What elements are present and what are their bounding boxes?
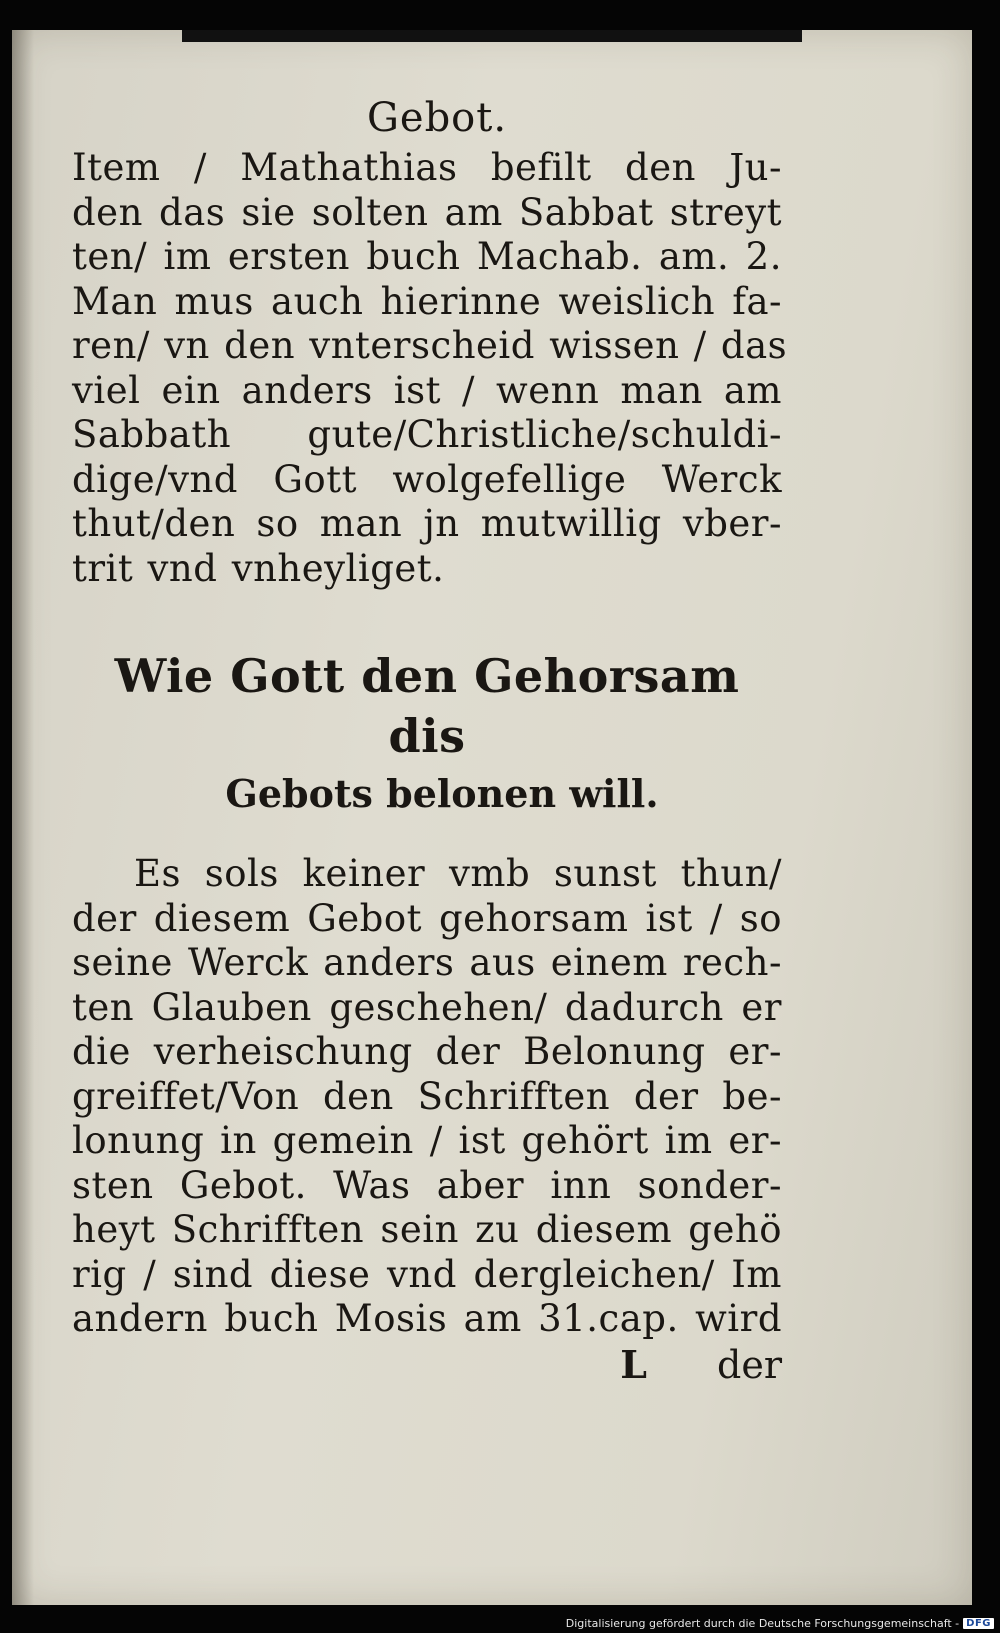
text-line: die verheischung der Belonung er- [72, 1030, 782, 1073]
text-line: dige/vnd Gott wolgefellige Werck [72, 457, 782, 501]
page-foot [72, 1342, 782, 1388]
paragraph-body [72, 852, 782, 1342]
text-line: andern buch Mosis am 31.cap. wird [72, 1297, 782, 1340]
text-line: lonung in gemein / ist gehört im er- [72, 1119, 782, 1162]
text-line: Man mus auch hierinne weislich fa- [72, 279, 782, 323]
text-line: Sabbath gute/Christliche/schuldi- [72, 413, 782, 456]
text-line: seine Werck anders aus einem rech- [72, 941, 782, 984]
section-heading-line-2: Gebots belonen will. [225, 771, 659, 816]
page-text-block [72, 90, 788, 1388]
text-line: sten Gebot. Was aber inn sonder- [72, 1163, 782, 1207]
text-line: Item / Mathathias befilt den Ju- [72, 146, 782, 189]
text-line: Es sols keiner vmb sunst thun/ [134, 852, 782, 895]
section-heading [72, 646, 782, 822]
page-gutter-shadow [12, 30, 34, 1605]
text-line: heyt Schrifften sein zu diesem gehö [72, 1208, 782, 1251]
book-page [12, 30, 972, 1605]
digitization-credit-text: Digitalisierung gefördert durch die Deutsche Forschungsgemeinschaft - [565, 1617, 960, 1630]
section-heading-line-1: Wie Gott den Gehorsam dis [114, 649, 740, 763]
text-line: ten/ im ersten buch Machab. am. 2. [72, 235, 782, 278]
text-line: trit vnd vnheyliget. [72, 546, 445, 590]
text-line: den das sie solten am Sabbat streyt [72, 190, 782, 234]
text-line: ren/ vn den vnterscheid wissen / das [72, 324, 788, 367]
dfg-logo: DFG [963, 1618, 994, 1629]
text-line: ten Glauben geschehen/ dadurch er [72, 985, 782, 1029]
text-line: der diesem Gebot gehorsam ist / so [72, 896, 782, 940]
signature-mark: L [620, 1341, 648, 1387]
page-top-shadow [182, 30, 802, 42]
running-head: Gebot. [366, 95, 508, 141]
text-line: rig / sind diese vnd dergleichen/ Im [72, 1252, 782, 1296]
text-line: thut/den so man jn mutwillig vber- [72, 502, 782, 545]
text-line: viel ein anders ist / wenn man am [72, 368, 782, 412]
text-line: greiffet/Von den Schrifften der be- [72, 1074, 782, 1118]
catchword: der [717, 1342, 782, 1387]
digitization-credit [566, 1617, 994, 1630]
paragraph-top [72, 146, 788, 591]
